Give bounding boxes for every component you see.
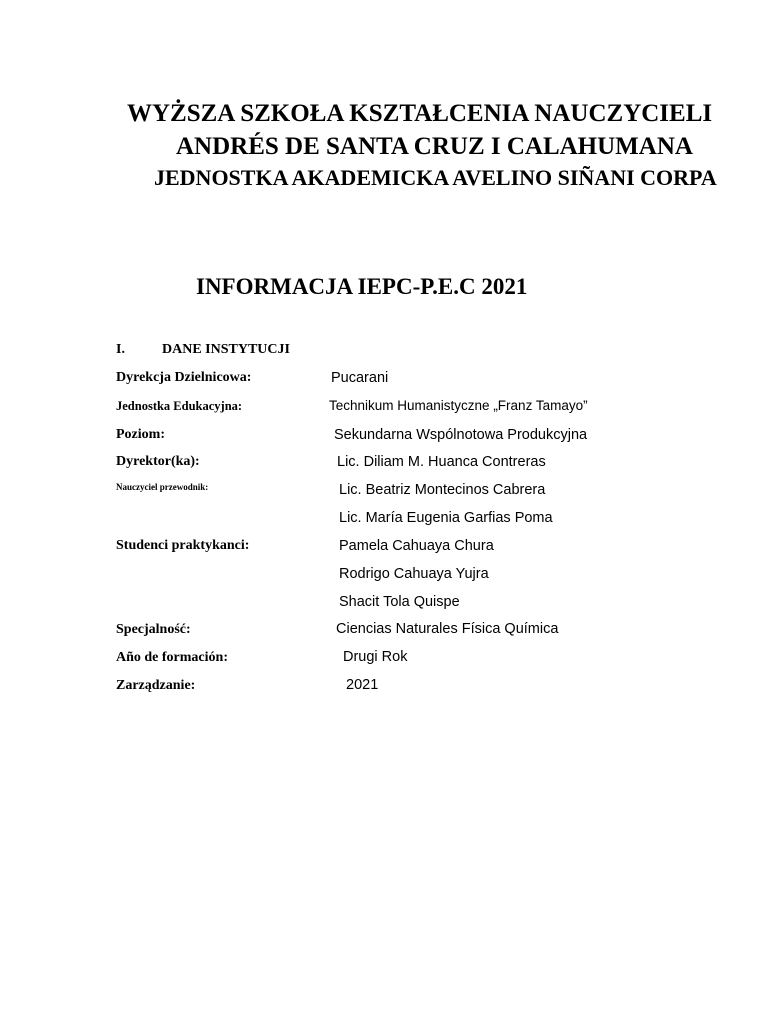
students-label: Studenci praktykanci: <box>116 538 250 553</box>
guide-value-1: Lic. Beatriz Montecinos Cabrera <box>339 482 546 498</box>
section-title: DANE INSTYTUCJI <box>162 342 290 357</box>
document-title: INFORMACJA IEPC-P.E.C 2021 <box>196 274 528 299</box>
level-value: Sekundarna Wspólnotowa Produkcyjna <box>334 427 588 443</box>
year-label: Año de formación: <box>116 650 228 665</box>
director-value: Lic. Diliam M. Huanca Contreras <box>337 454 546 470</box>
student-value-1: Pamela Cahuaya Chura <box>339 538 494 554</box>
student-value-3: Shacit Tola Quispe <box>339 594 460 610</box>
specialty-label: Specjalność: <box>116 622 191 637</box>
section-heading <box>116 343 290 357</box>
section-number: I. <box>116 342 125 357</box>
unit-value: Technikum Humanistyczne „Franz Tamayo” <box>329 398 588 413</box>
year-value: Drugi Rok <box>343 649 408 665</box>
management-label: Zarządzanie: <box>116 678 196 693</box>
unit-label: Jednostka Edukacyjna: <box>116 399 243 413</box>
institution-name: WYŻSZA SZKOŁA KSZTAŁCENIA NAUCZYCIELI <box>127 100 713 127</box>
institution-patron: ANDRÉS DE SANTA CRUZ I CALAHUMANA <box>176 133 693 160</box>
guide-label: Nauczyciel przewodnik: <box>116 482 209 492</box>
academic-unit: JEDNOSTKA AKADEMICKA AVELINO SIÑANI CORPA <box>154 165 717 190</box>
specialty-value: Ciencias Naturales Física Química <box>336 621 559 637</box>
district-value: Pucarani <box>331 370 389 386</box>
director-label: Dyrektor(ka): <box>116 454 200 469</box>
student-value-2: Rodrigo Cahuaya Yujra <box>339 566 489 582</box>
management-value: 2021 <box>346 677 379 693</box>
level-label: Poziom: <box>116 427 165 442</box>
district-label: Dyrekcja Dzielnicowa: <box>116 370 252 385</box>
guide-value-2: Lic. María Eugenia Garfias Poma <box>339 510 553 526</box>
